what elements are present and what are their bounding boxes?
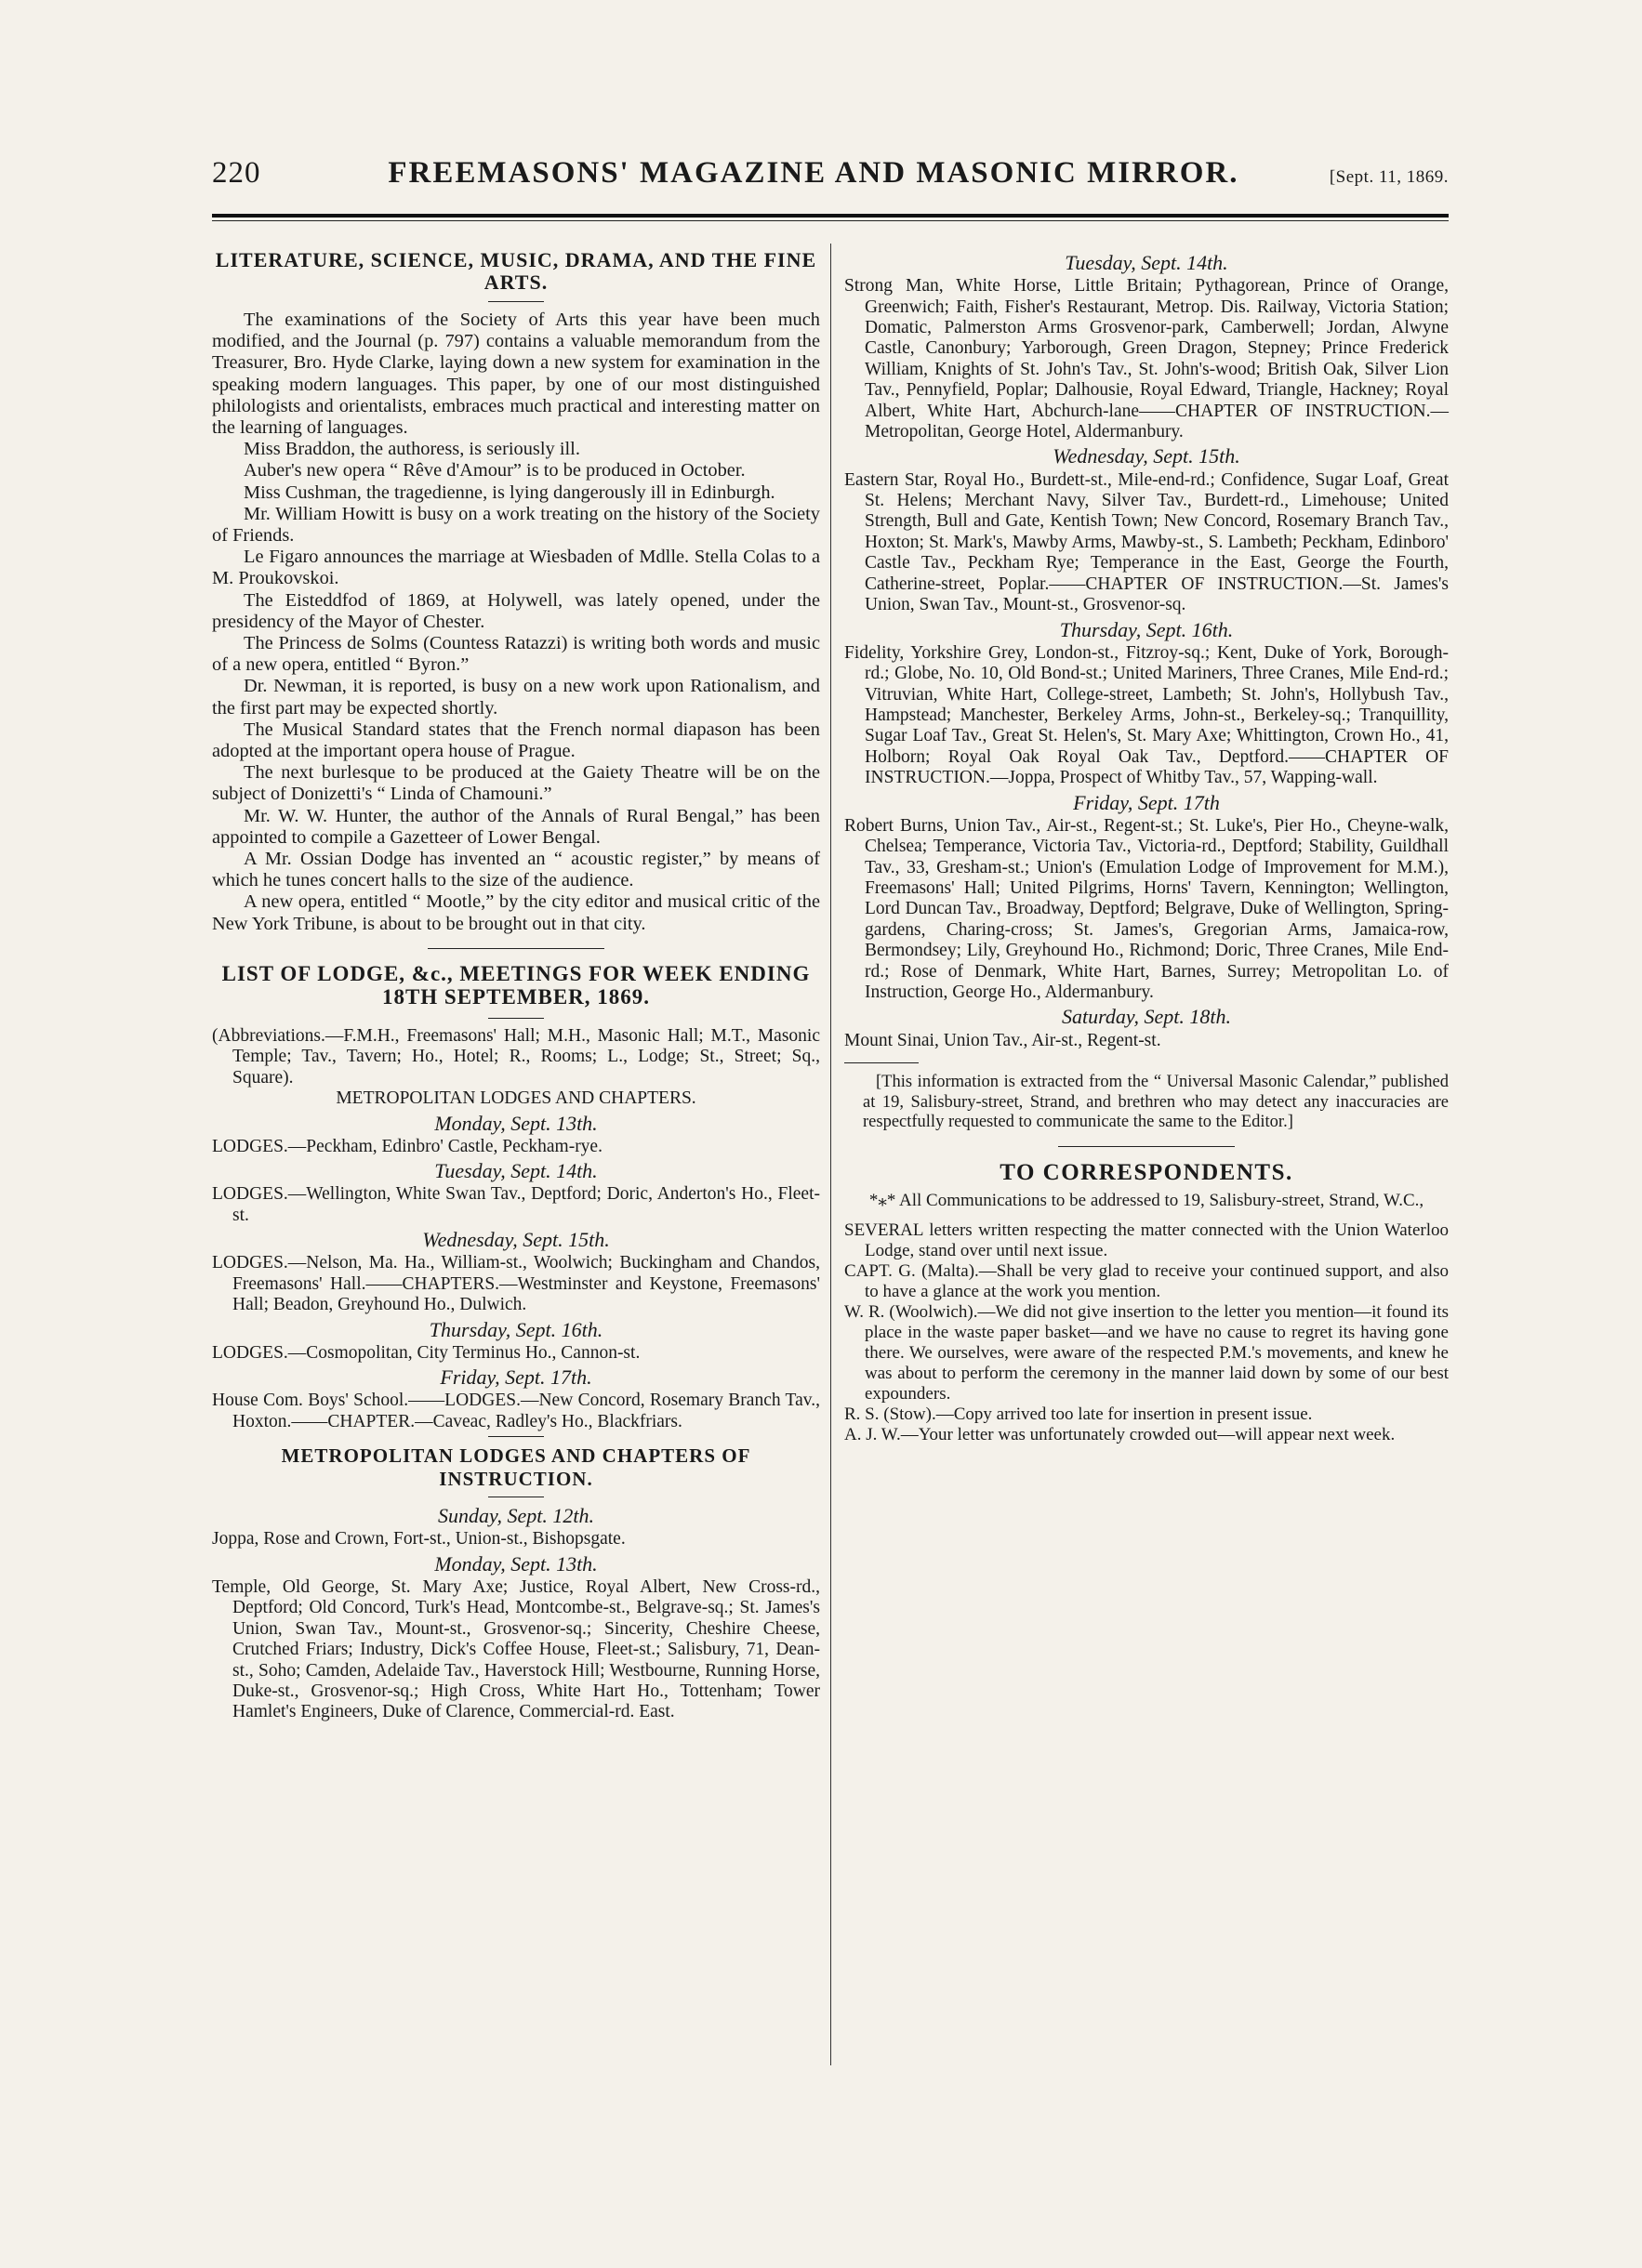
day-entry: Mount Sinai, Union Tav., Air-st., Regent-st.: [844, 1030, 1161, 1050]
header-rule: [212, 214, 1449, 218]
day-heading: Tuesday, Sept. 14th.: [1065, 251, 1228, 274]
magazine-title: FREEMASONS' MAGAZINE AND MASONIC MIRROR.: [388, 156, 1239, 190]
literature-paragraph: The examinations of the Society of Arts this year have been much modified, and the Journal (p. 797) contains a valuable memorandum from the Treasurer, Bro. Hyde Clarke, laying down a new system for examination in the speaking modern languages. This paper, by one of our most distinguished philologists and orientalists, embraces much practical and interesting matter on the learning of languages.: [212, 310, 820, 439]
section-rule: [488, 1436, 544, 1437]
day-heading: Thursday, Sept. 16th.: [1059, 617, 1234, 641]
literature-paragraph: Le Figaro announces the marriage at Wiesbaden of Mdlle. Stella Colas to a M. Proukovskoi.: [212, 547, 820, 589]
day-entry: Fidelity, Yorkshire Grey, London-st., Fitzroy-sq.; Kent, Duke of York, Borough-rd.; Globe, No. 10, Old Bond-st.; United Mariners, Three Cranes, Mile End-rd.; Vitruvian, White Hart, College-street, Lambeth; St. John's, Hollybush Tav., Hampstead; Manchester, Berkeley Arms, John-st., Berkeley-sq.; Tranquillity, Sugar Loaf Tav., Great St. Helen's, St. Mary Axe; Whittington, Crown Ho., 41, Holborn; Royal Oak Royal Oak Tav., Deptford.——CHAPTER OF INSTRUCTION.—Joppa, Prospect of Whitby Tav., 57, Wapping-wall.: [844, 642, 1449, 788]
day-heading: Friday, Sept. 17th.: [440, 1365, 592, 1390]
day-entry: House Com. Boys' School.——LODGES.—New Concord, Rosemary Branch Tav., Hoxton.——CHAPTER.—Caveac, Radley's Ho., Blackfriars.: [212, 1391, 820, 1431]
day-entry: LODGES.—Nelson, Ma. Ha., William-st., Woolwich; Buckingham and Chandos, Freemasons' Hall.——CHAPTERS.—Westminster and Keystone, Freemasons' Hall; Beadon, Greyhound Ho., Dulwich.: [212, 1253, 820, 1315]
correspondent-item: SEVERAL letters written respecting the matter connected with the Union Waterloo Lodge, stand over until next issue.: [844, 1220, 1449, 1260]
section-rule: [488, 1018, 544, 1019]
left-column: [212, 249, 820, 1723]
correspondents-title: TO CORRESPONDENTS.: [1000, 1159, 1293, 1185]
page-number: 220: [212, 156, 261, 190]
day-heading: Friday, Sept. 17th: [1073, 790, 1220, 814]
literature-paragraph: Miss Braddon, the authoress, is seriously ill.: [244, 439, 580, 460]
literature-paragraphs: [212, 310, 820, 935]
literature-paragraph: Miss Cushman, the tragedienne, is lying dangerously ill in Edinburgh.: [244, 481, 775, 503]
literature-paragraph: The next burlesque to be produced at the Gaiety Theatre will be on the subject of Donizetti's “ Linda of Chamouni.”: [212, 762, 820, 805]
header-rule-thin: [212, 220, 1449, 221]
day-entry: Temple, Old George, St. Mary Axe; Justice, Royal Albert, New Cross-rd., Deptford; Old Concord, Turk's Head, Montcombe-st., Belgrave-sq.; St. James's Union, Swan Tav., Mount-st., Grosvenor-sq.; Sincerity, Cheshire Cheese, Crutched Friars; Industry, Dick's Coffee House, Fleet-st.; Salisbury, 71, Dean-st., Soho; Camden, Adelaide Tav., Haverstock Hill; Westbourne, Running Horse, Duke-st., Grosvenor-sq.; High Cross, White Hart Ho., Tottenham; Tower Hamlet's Engineers, Duke of Clarence, Commercial-rd. East.: [212, 1577, 820, 1722]
day-heading: Wednesday, Sept. 15th.: [422, 1228, 610, 1252]
day-heading: Monday, Sept. 13th.: [434, 1111, 598, 1135]
literature-paragraph: The Eisteddfod of 1869, at Holywell, was lately opened, under the presidency of the Mayor of Chester.: [212, 589, 820, 632]
day-entry: LODGES.—Wellington, White Swan Tav., Deptford; Doric, Anderton's Ho., Fleet-st.: [212, 1184, 820, 1225]
instruction-heading: METROPOLITAN LODGES AND CHAPTERS OF INSTRUCTION.: [281, 1444, 751, 1491]
correspondent-item: W. R. (Woolwich).—We did not give insertion to the letter you mention—it found its place in the waste paper basket—and we have no cause to regret its having gone there. We ourselves, were aware of the respected P.M.'s movements, and knew he was about to perform the ceremony in the manner laid down by some of our best expounders.: [844, 1301, 1449, 1404]
issue-date: [Sept. 11, 1869.: [1329, 167, 1449, 187]
right-column: [844, 249, 1449, 1445]
lodge-list-title: LIST OF LODGE, &c., MEETINGS FOR WEEK ENDING 18TH SEPTEMBER, 1869.: [221, 961, 811, 1009]
literature-paragraph: A new opera, entitled “ Mootle,” by the city editor and musical critic of the New York Tribune, is about to be brought out in that city.: [212, 891, 820, 934]
correspondent-item: CAPT. G. (Malta).—Shall be very glad to receive your continued support, and also to have a glance at the work you mention.: [844, 1260, 1449, 1301]
correspondents-address: *⁎* All Communications to be addressed to 19, Salisbury-street, Strand, W.C.,: [868, 1190, 1424, 1210]
literature-paragraph: The Princess de Solms (Countess Ratazzi) is writing both words and music of a new opera, entitled “ Byron.”: [212, 633, 820, 676]
day-heading: Tuesday, Sept. 14th.: [434, 1159, 598, 1183]
day-heading: Wednesday, Sept. 15th.: [1053, 444, 1240, 468]
column-divider: [830, 244, 831, 2065]
literature-section-title: LITERATURE, SCIENCE, MUSIC, DRAMA, AND THE FINE ARTS.: [215, 248, 817, 294]
literature-paragraph: Mr. William Howitt is busy on a work treating on the history of the Society of Friends.: [212, 503, 820, 547]
section-rule: [844, 1062, 919, 1063]
literature-paragraph: The Musical Standard states that the French normal diapason has been adopted at the important opera house of Prague.: [212, 719, 820, 762]
literature-paragraph: A Mr. Ossian Dodge has invented an “ acoustic register,” by means of which he tunes concert halls to the size of the audience.: [212, 849, 820, 891]
day-entry: Strong Man, White Horse, Little Britain; Pythagorean, Prince of Orange, Greenwich; Faith, Fisher's Restaurant, Metrop. Dis. Railway, Victoria Station; Domatic, Palmerston Arms Grosvenor-park, Camberwell; Jordan, Alwyne Castle, Canonbury; Yarborough, Green Dragon, Stepney; Prince Frederick William, Knights of St. John's Tav., St. John's-wood; British Oak, Silver Lion Tav., Pennyfield, Poplar; Dalhousie, Royal Edward, Triangle, Hackney; Royal Albert, White Hart, Abchurch-lane——CHAPTER OF INSTRUCTION.—Metropolitan, George Hotel, Aldermanbury.: [844, 276, 1449, 442]
day-entry: LODGES.—Cosmopolitan, City Terminus Ho., Cannon-st.: [212, 1342, 641, 1363]
section-rule: [488, 301, 544, 302]
section-divider: [1058, 1146, 1235, 1147]
day-entry: Eastern Star, Royal Ho., Burdett-st., Mile-end-rd.; Confidence, Sugar Loaf, Great St. Helens; Merchant Navy, Silver Tav., Burdett-rd., Limehouse; United Strength, Bull and Gate, Kentish Town; New Concord, Rosemary Branch Tav., Hoxton; St. Mark's, Mawby Arms, Mawby-st., S. Lambeth; Peckham, Edinboro' Castle Tav., Peckham Rye; Temperance in the East, George the Fourth, Catherine-street, Poplar.——CHAPTER OF INSTRUCTION.—St. James's Union, Swan Tav., Mount-st., Grosvenor-sq.: [844, 469, 1449, 615]
day-heading: Monday, Sept. 13th.: [434, 1551, 598, 1576]
page-header: [212, 156, 1449, 193]
correspondent-item: A. J. W.—Your letter was unfortunately crowded out—will appear next week.: [844, 1424, 1396, 1444]
day-heading: Thursday, Sept. 16th.: [429, 1317, 603, 1341]
calendar-note: [This information is extracted from the “ Universal Masonic Calendar,” published at 19, Salisbury-street, Strand, and brethren who may detect any inaccuracies are respectfully requested to communicate the same to the Editor.]: [863, 1073, 1449, 1132]
correspondent-item: R. S. (Stow).—Copy arrived too late for insertion in present issue.: [844, 1404, 1313, 1424]
literature-paragraph: Mr. W. W. Hunter, the author of the Annals of Rural Bengal,” has been appointed to compile a Gazetteer of Lower Bengal.: [212, 805, 820, 848]
metro-heading: METROPOLITAN LODGES AND CHAPTERS.: [336, 1088, 696, 1109]
day-entry: Joppa, Rose and Crown, Fort-st., Union-st., Bishopsgate.: [212, 1529, 626, 1549]
literature-paragraph: Auber's new opera “ Rêve d'Amour” is to be produced in October.: [244, 460, 746, 481]
day-heading: Saturday, Sept. 18th.: [1062, 1005, 1231, 1029]
day-entry: Robert Burns, Union Tav., Air-st., Regent-st.; St. Luke's, Pier Ho., Cheyne-walk, Chelsea; Temperance, Victoria Tav., Victoria-rd., Deptford; Stability, Guildhall Tav., 33, Gresham-st.; Union's (Emulation Lodge of Improvement for M.M.), Freemasons' Hall; United Pilgrims, Horns' Tavern, Kennington; Wellington, Lord Duncan Tav., Broadway, Deptford; Belgrave, Duke of Wellington, Spring-gardens, Charing-cross; St. James's, Gregorian Arms, Jamaica-row, Bermondsey; Lily, Greyhound Ho., Richmond; Doric, Three Cranes, Mile End-rd.; Rose of Denmark, White Hart, Barnes, Surrey; Metropolitan Lo. of Instruction, George Ho., Aldermanbury.: [844, 815, 1449, 1002]
day-entry: LODGES.—Peckham, Edinbro' Castle, Peckham-rye.: [212, 1136, 603, 1156]
section-divider: [428, 948, 604, 949]
abbreviations: (Abbreviations.—F.M.H., Freemasons' Hall; M.H., Masonic Hall; M.T., Masonic Temple; Tav., Tavern; Ho., Hotel; R., Rooms; L., Lodge; St., Street; Sq., Square).: [212, 1025, 820, 1088]
day-heading: Sunday, Sept. 12th.: [437, 1504, 595, 1528]
literature-paragraph: Dr. Newman, it is reported, is busy on a new work upon Rationalism, and the first part may be expected shortly.: [212, 676, 820, 719]
